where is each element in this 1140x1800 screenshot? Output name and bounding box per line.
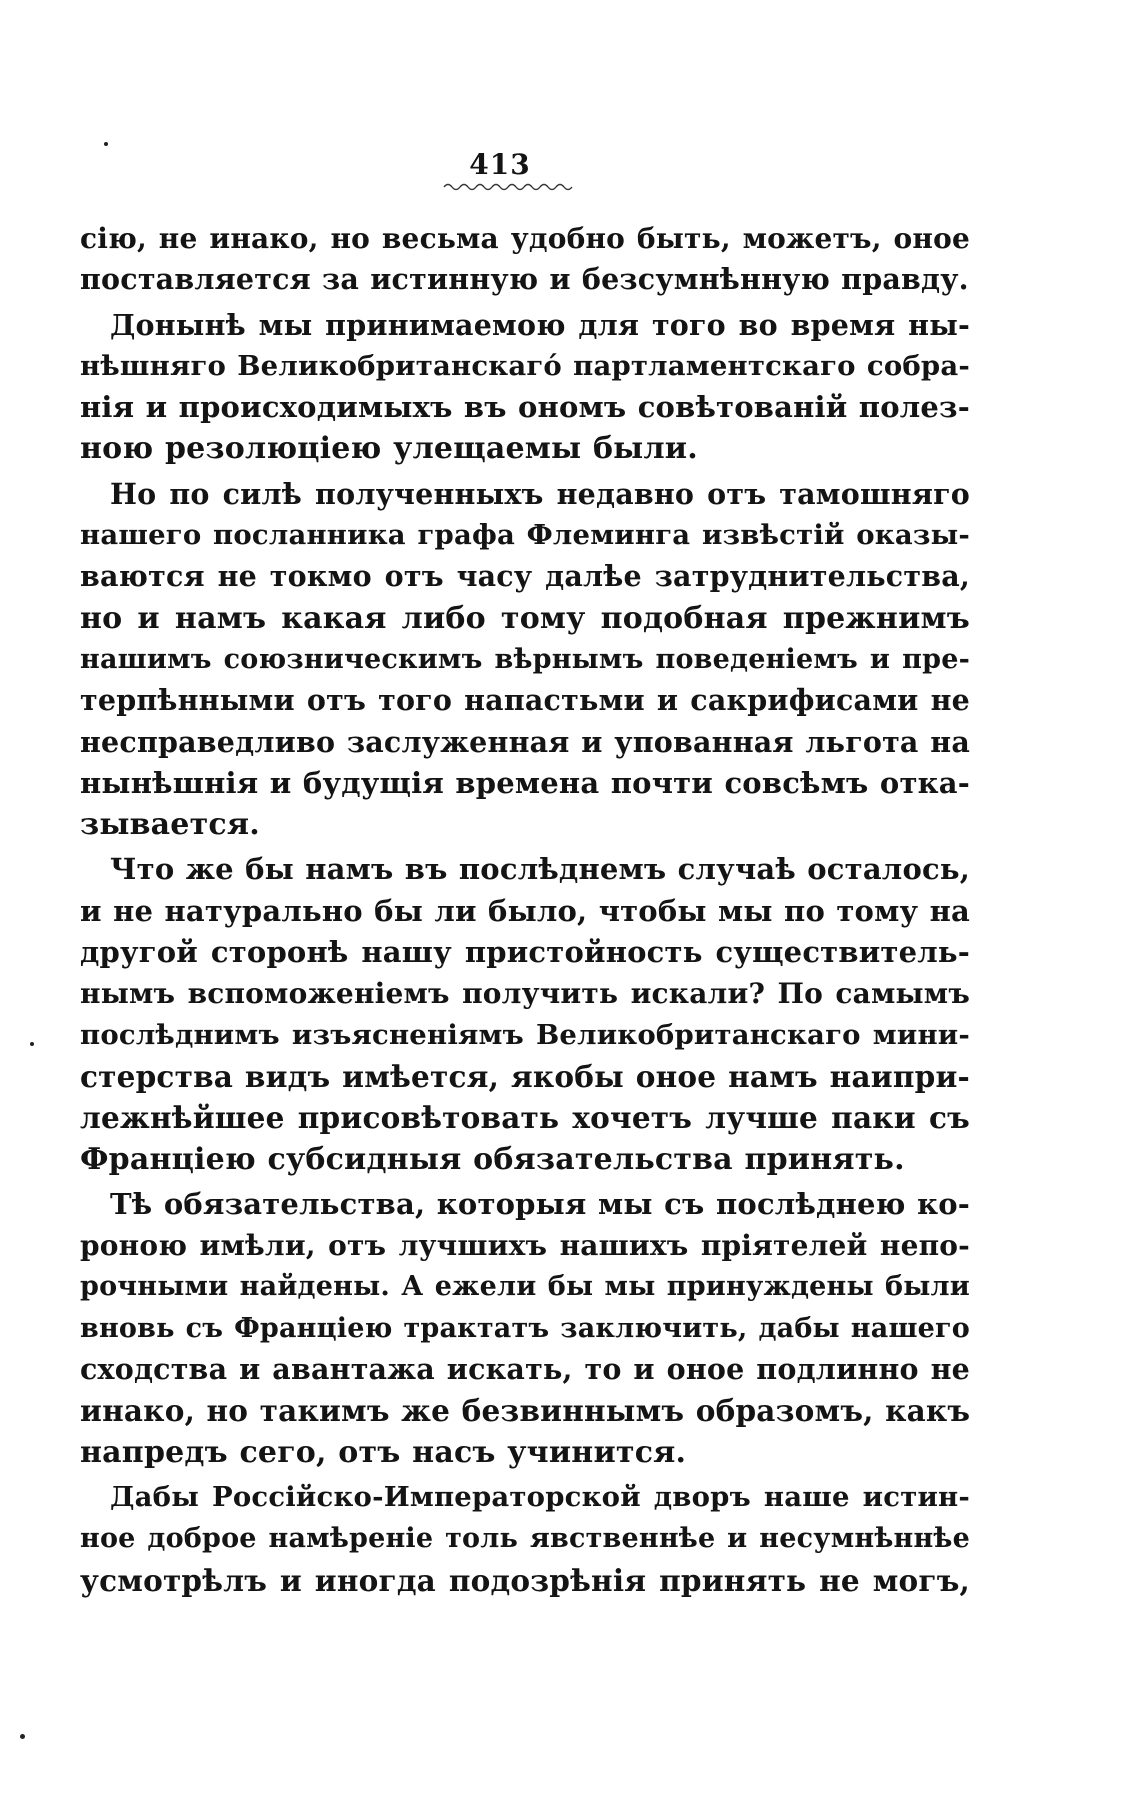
scan-speck: [20, 1734, 25, 1739]
text-line: нашего посланника графа Флеминга извѣстій оказы-: [80, 519, 970, 552]
text-line: нынѣшнія и будущія времена почти совсѣмъ отка-: [80, 765, 970, 800]
text-line: терпѣнными отъ того напастьми и сакрифисами не: [80, 683, 970, 718]
scan-speck: [30, 1042, 34, 1046]
text-line: усмотрѣлъ и иногда подозрѣнія принять не могъ,: [80, 1562, 970, 1598]
text-line: нія и происходимыхъ въ ономъ совѣтованій полез-: [80, 390, 970, 425]
text-line: Франціею субсидныя обязательства принять.: [80, 1141, 905, 1177]
text-line: Что же бы намъ въ послѣднемъ случаѣ осталось,: [110, 852, 970, 887]
text-line: но и намъ какая либо тому подобная прежнимъ: [80, 600, 970, 636]
text-line: вновь съ Франціею трактатъ заключить, дабы нашего: [80, 1312, 970, 1344]
text-line: нымъ вспоможеніемъ получить искали? По самымъ: [80, 977, 970, 1011]
text-line: сію, не инако, но весьма удобно быть, можетъ, оное: [80, 222, 970, 255]
scan-speck: [104, 142, 108, 146]
text-line: стерства видъ имѣется, якобы оное намъ наипри-: [80, 1058, 970, 1094]
text-line: ное доброе намѣреніе толь явственнѣе и несумнѣннѣе: [80, 1523, 970, 1555]
text-line: послѣднимъ изъясненіямъ Великобританскаго мини-: [80, 1018, 970, 1051]
text-line: рочными найдены. А ежели бы мы принуждены были: [80, 1271, 970, 1303]
text-line: Донынѣ мы принимаемою для того во время ны-: [110, 307, 970, 342]
text-line: Тѣ обязательства, которыя мы съ послѣднею ко-: [110, 1186, 970, 1221]
body-text: [80, 218, 970, 1601]
text-line: поставляется за истинную и безсумнѣнную правду.: [80, 262, 969, 297]
text-line: несправедливо заслуженная и упованная льгота на: [80, 724, 970, 759]
text-line: другой сторонѣ нашу пристойность существитель-: [80, 935, 970, 970]
text-line: сходства и авантажа искать, то и оное подлинно не: [80, 1352, 970, 1387]
text-line: напредъ сего, отъ насъ учинится.: [80, 1434, 687, 1470]
text-line: и не натурально бы ли было, чтобы мы по тому на: [80, 893, 970, 928]
text-line: зывается.: [80, 807, 260, 843]
wavy-rule-ornament: [442, 180, 578, 194]
text-line: ваются не токмо отъ часу далѣе затруднительства,: [80, 559, 970, 594]
text-line: ною резолюціею улещаемы были.: [80, 431, 698, 467]
text-line: роною имѣли, отъ лучшихъ нашихъ пріятелей непо-: [80, 1229, 970, 1263]
text-line: нашимъ союзническимъ вѣрнымъ поведеніемъ и пре-: [80, 643, 970, 675]
text-line: Дабы Россійско-Императорской дворъ наше истин-: [110, 1480, 970, 1513]
text-line: инако, но такимъ же безвиннымъ образомъ, какъ: [80, 1393, 970, 1429]
text-line: нѣшняго Великобританскагό партламентскаго собра-: [80, 349, 970, 382]
text-line: лежнѣйшее присовѣтовать хочетъ лучше паки съ: [80, 1100, 970, 1136]
page-number: 413: [469, 148, 531, 181]
text-line: Но по силѣ полученныхъ недавно отъ тамошняго: [110, 476, 970, 511]
